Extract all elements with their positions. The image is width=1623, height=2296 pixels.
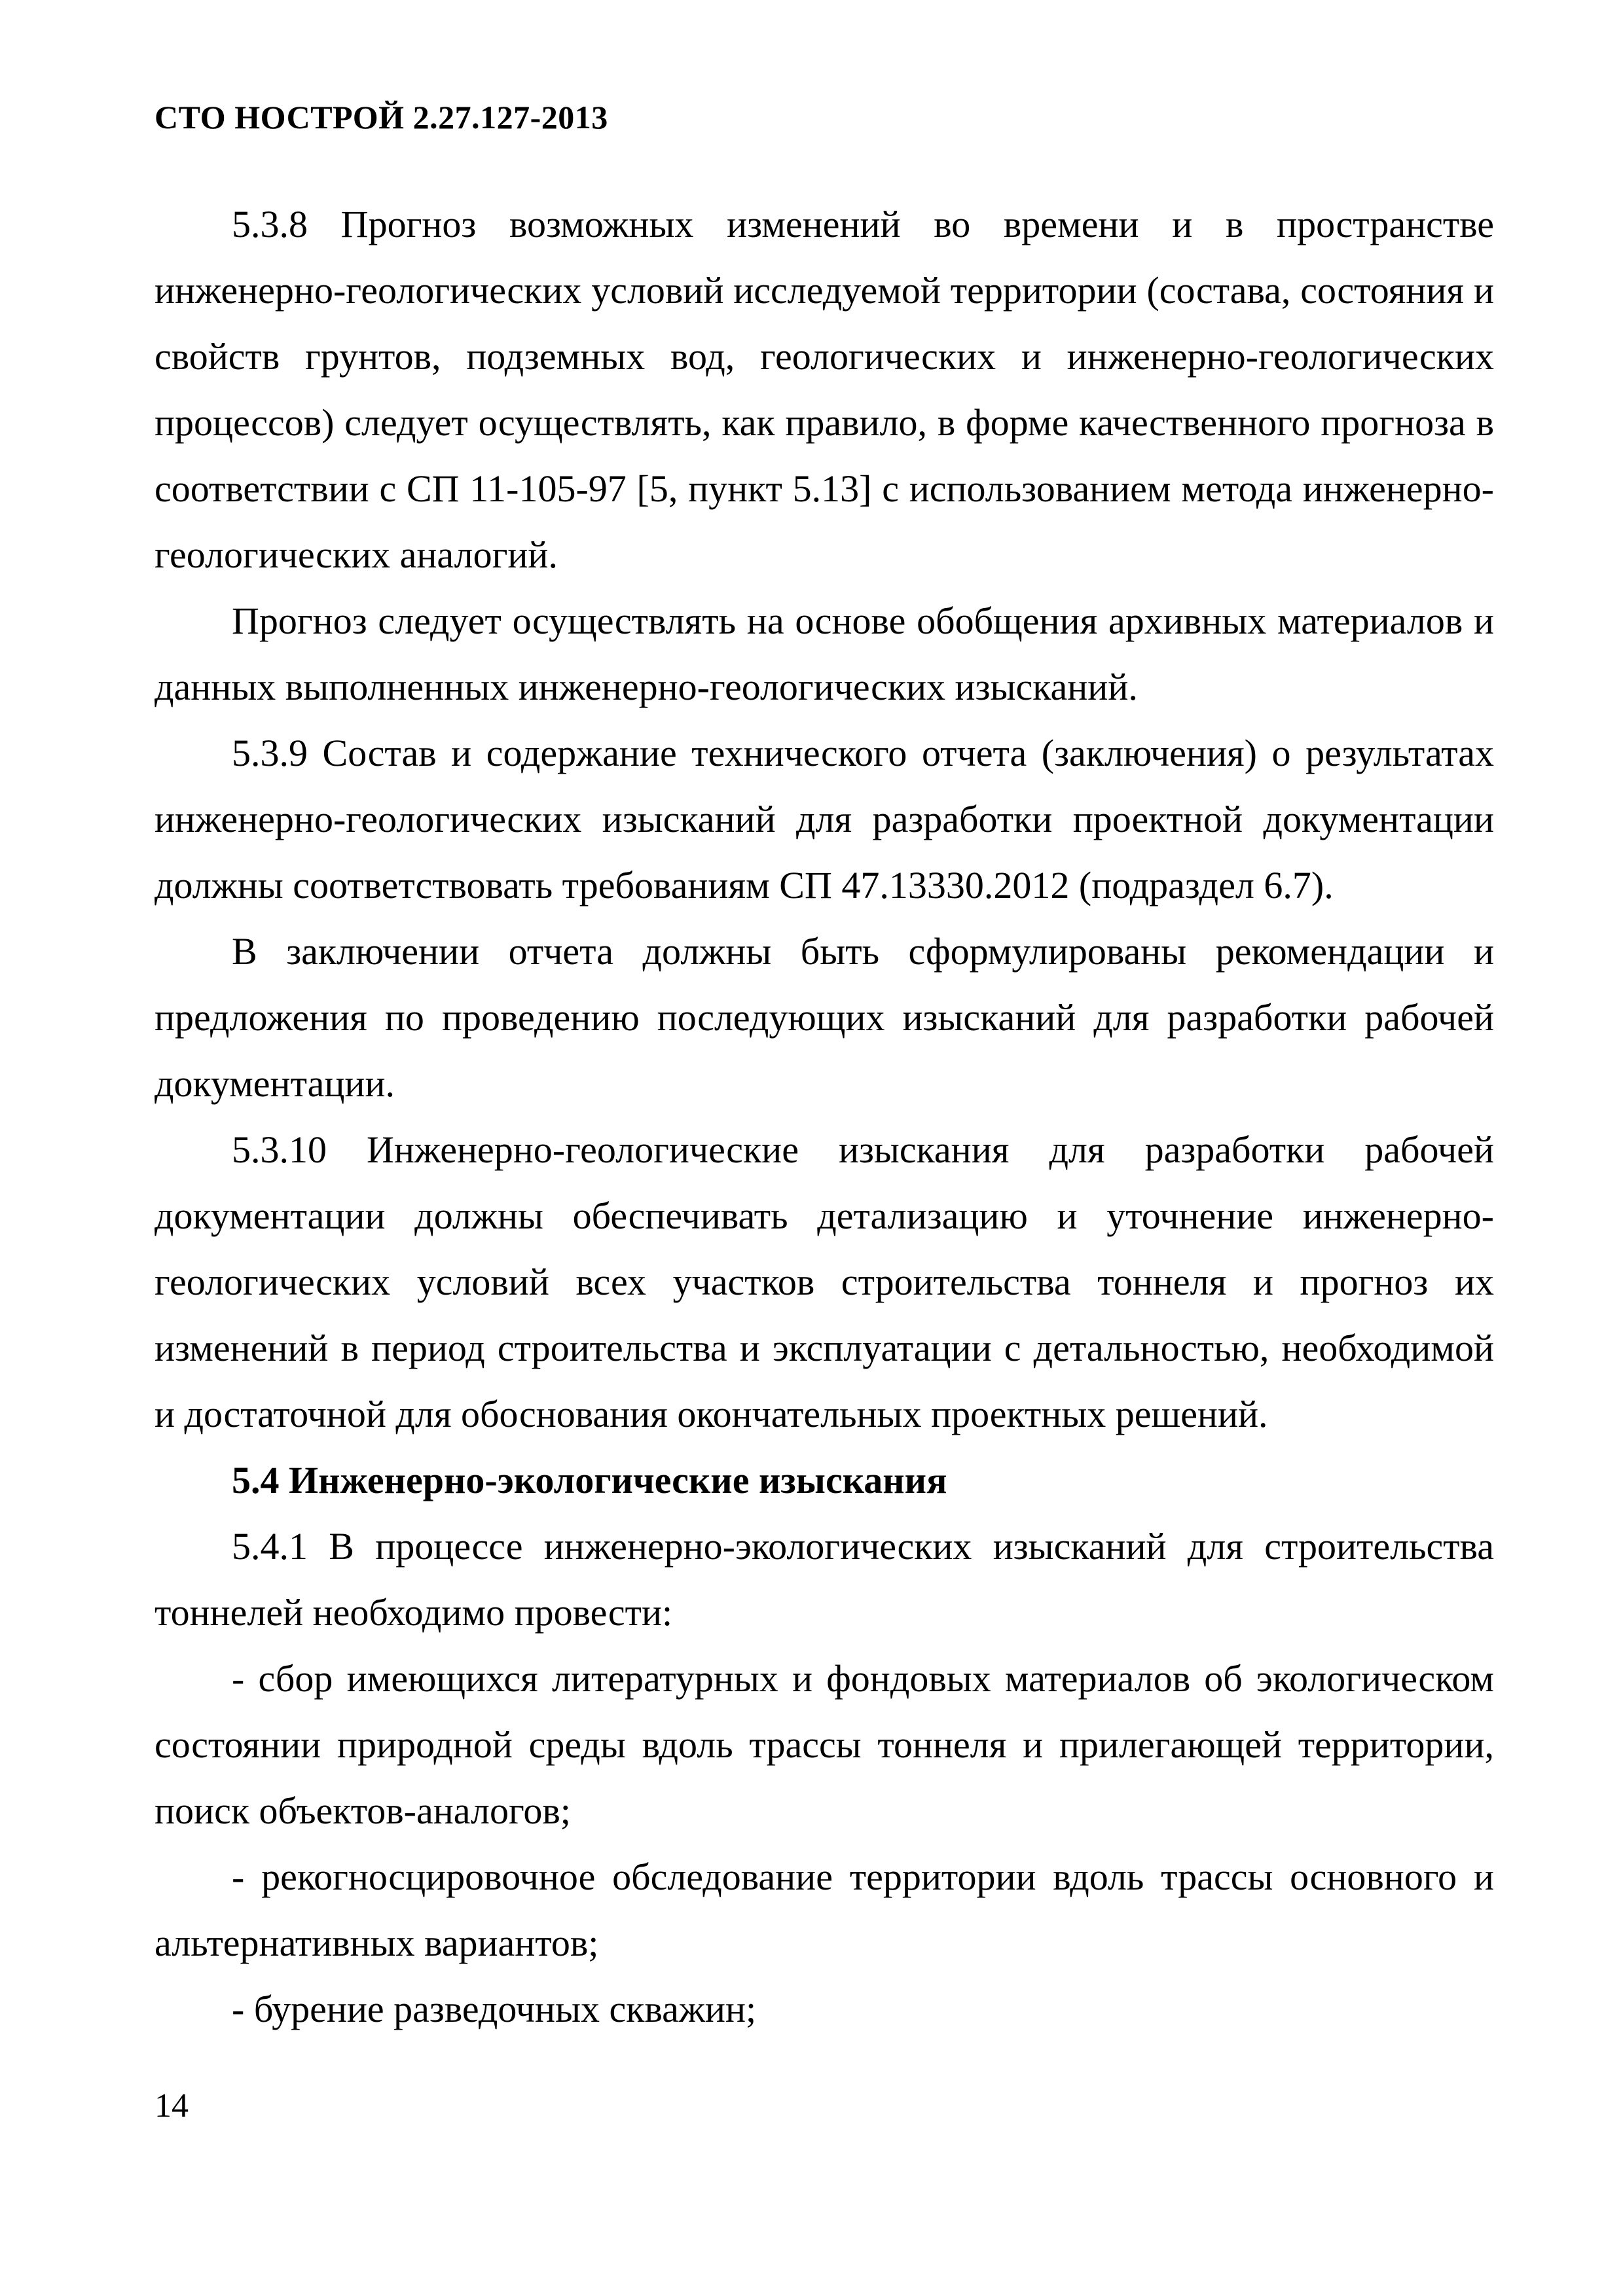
document-header-code: СТО НОСТРОЙ 2.27.127-2013 [155,99,608,135]
paragraph-5-4-1: 5.4.1 В процессе инженерно-экологических изысканий для строительства тоннелей необходимо провести: [155,1525,1494,1634]
list-item-survey: - рекогносцировочное обследование территории вдоль трассы основного и альтернативных вариантов; [155,1856,1494,1964]
paragraph-conclusion: В заключении отчета должны быть сформулированы рекомендации и предложения по проведению последующих изысканий для разработки рабочей документации. [155,930,1494,1105]
paragraph-forecast: Прогноз следует осуществлять на основе обобщения архивных материалов и данных выполненных инженерно-геологических изысканий. [155,600,1494,708]
list-item-drilling: - бурение разведочных скважин; [232,1988,757,2030]
list-item-collection: - сбор имеющихся литературных и фондовых материалов об экологическом состоянии природной среды вдоль трассы тоннеля и прилегающей территории, поиск объектов-аналогов; [155,1657,1494,1832]
paragraph-5-3-9: 5.3.9 Состав и содержание технического отчета (заключения) о результатах инженерно-геологических изысканий для разработки проектной документации должны соответствовать требованиям СП 47.13330.2012 (подраздел 6.7). [155,732,1494,906]
paragraph-5-3-10: 5.3.10 Инженерно-геологические изыскания для разработки рабочей документации должны обеспечивать детализацию и уточнение инженерно-геологических условий всех участков строительства тоннеля и прогноз их изменений в период строительства и эксплуатации с детальностью, необходимой и достаточной для обоснования окончательных проектных решений. [155,1128,1494,1435]
paragraph-5-3-8: 5.3.8 Прогноз возможных изменений во времени и в пространстве инженерно-геологических условий исследуемой территории (состава, состояния и свойств грунтов, подземных вод, геологических и инженерно-геологических процессов) следует осуществлять, как правило, в форме качественного прогноза в соответствии с СП 11-105-97 [5, пункт 5.13] с использованием метода инженерно-геологических аналогий. [155,203,1494,576]
document-body [155,191,1494,2042]
page-number: 14 [155,2087,189,2125]
section-heading-5-4: 5.4 Инженерно-экологические изыскания [232,1459,947,1501]
